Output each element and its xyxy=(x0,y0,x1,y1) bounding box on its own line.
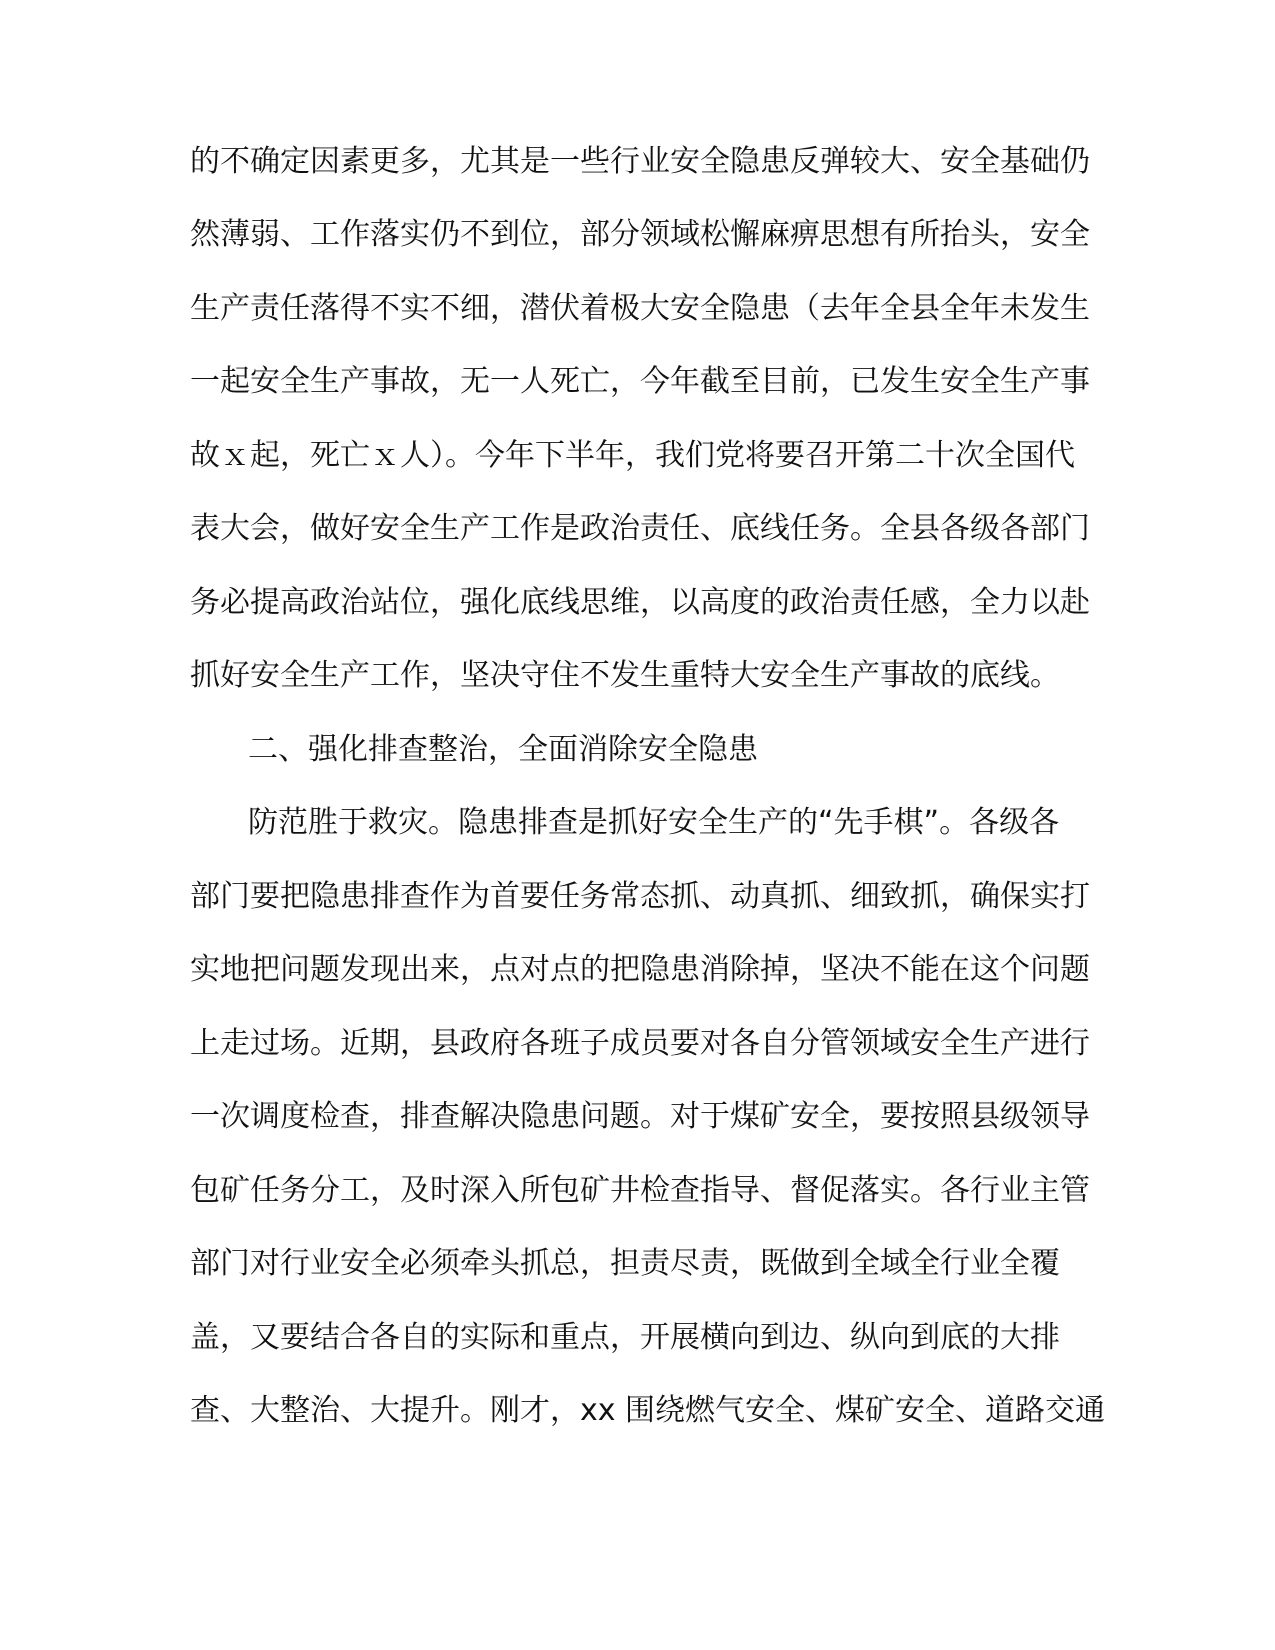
body-text-line: 查、大整治、大提升。刚才，xx 围绕燃气安全、煤矿安全、道路交通 xyxy=(190,1393,1106,1428)
body-text-line: 包矿任务分工，及时深入所包矿井检查指导、督促落实。各行业主管 xyxy=(190,1173,1090,1208)
body-text-line: 一起安全生产事故，无一人死亡，今年截至目前，已发生安全生产事 xyxy=(190,364,1090,399)
body-text-line: 上走过场。近期，县政府各班子成员要对各自分管领域安全生产进行 xyxy=(190,1026,1090,1061)
body-text-line: 的不确定因素更多，尤其是一些行业安全隐患反弹较大、安全基础仍 xyxy=(190,144,1090,179)
body-text-line: 部门要把隐患排查作为首要任务常态抓、动真抓、细致抓，确保实打 xyxy=(190,879,1090,914)
body-text-line: 实地把问题发现出来，点对点的把隐患消除掉，坚决不能在这个问题 xyxy=(190,952,1090,987)
body-text-line: 生产责任落得不实不细，潜伏着极大安全隐患（去年全县全年未发生 xyxy=(190,291,1090,326)
body-text-line: 然薄弱、工作落实仍不到位，部分领域松懈麻痹思想有所抬头，安全 xyxy=(190,217,1090,252)
paragraph-first-line: 防范胜于救灾。隐患排查是抓好安全生产的“先手棋”。各级各 xyxy=(248,805,1060,840)
body-text-line: 一次调度检查，排查解决隐患问题。对于煤矿安全，要按照县级领导 xyxy=(190,1099,1090,1134)
body-text-line: 盖，又要结合各自的实际和重点，开展横向到边、纵向到底的大排 xyxy=(190,1320,1060,1355)
body-text-line: 务必提高政治站位，强化底线思维，以高度的政治责任感，全力以赴 xyxy=(190,585,1090,620)
body-text-line: 部门对行业安全必须牵头抓总，担责尽责，既做到全域全行业全覆 xyxy=(190,1246,1060,1281)
body-text-line: 表大会，做好安全生产工作是政治责任、底线任务。全县各级各部门 xyxy=(190,511,1090,546)
body-text-line: 故ｘ起，死亡ｘ人）。今年下半年，我们党将要召开第二十次全国代 xyxy=(190,438,1075,473)
body-text-line: 抓好安全生产工作，坚决守住不发生重特大安全生产事故的底线。 xyxy=(190,658,1060,693)
section-heading: 二、强化排查整治，全面消除安全隐患 xyxy=(248,732,758,767)
